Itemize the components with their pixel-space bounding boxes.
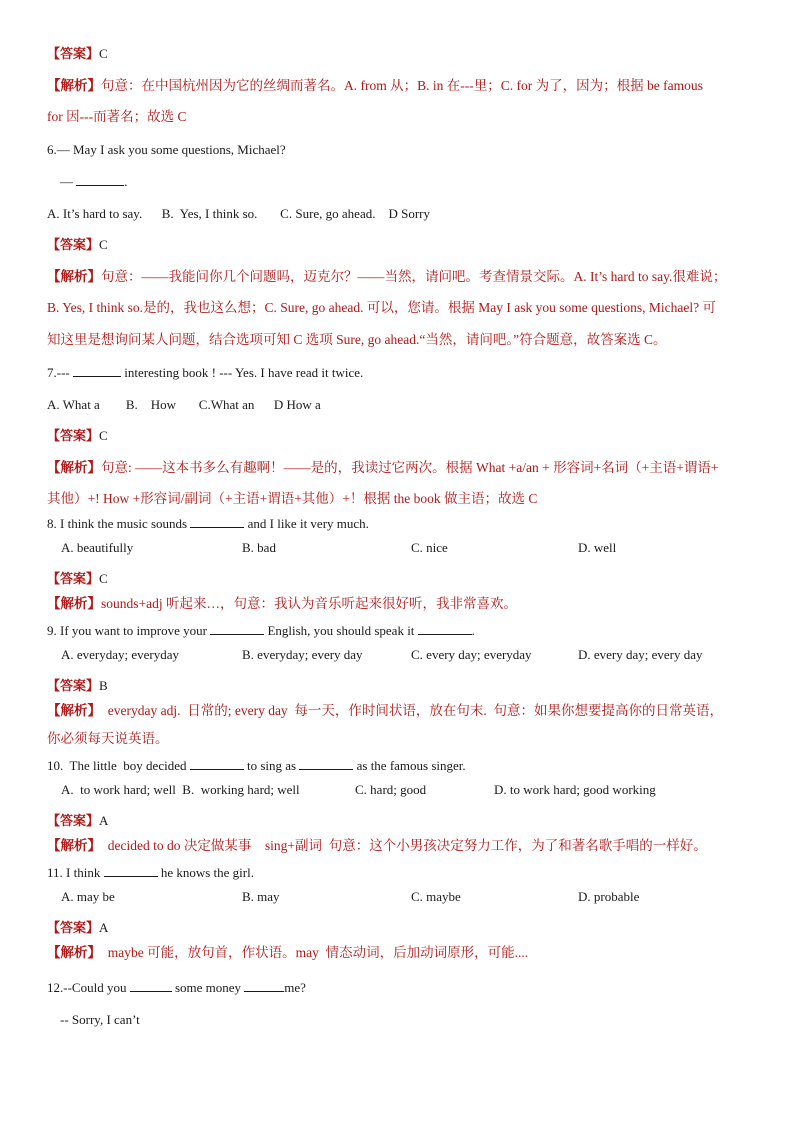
question-text: 9. If you want to improve your — [47, 623, 207, 638]
option-a-b: A. to work hard; well B. working hard; well — [61, 782, 300, 797]
analysis-text: 知这里是想询问某人问题，结合选项可知 C 选项 Sure, go ahead.“当然，请问吧。”符合题意，故答案选 C。 — [47, 332, 667, 347]
analysis-tag: 【解析】 — [47, 269, 101, 284]
reply-period: . — [124, 174, 128, 189]
answer-value: C — [99, 571, 108, 586]
analysis-tag: 【解析】 — [47, 460, 101, 475]
analysis-line — [47, 944, 528, 962]
question-8 — [47, 515, 369, 533]
option-b: B. may — [242, 889, 280, 904]
analysis-text: everyday adj. 日常的; every day 每一天，作时间状语，放在句末. 句意：如果你想要提高你的日常英语， — [101, 703, 724, 718]
option-b: B. bad — [242, 540, 276, 555]
analysis-line — [47, 702, 723, 720]
question-6: 6.— May I ask you some questions, Michael? — [47, 142, 286, 157]
question-text: 12.--Could you — [47, 980, 127, 995]
answer-tag: 【答案】 — [47, 428, 100, 443]
analysis-text: sounds+adj 听起来…，句意：我认为音乐听起来很好听，我非常喜欢。 — [101, 596, 517, 611]
analysis-tag: 【解析】 — [47, 596, 101, 611]
question-text: some money — [174, 980, 242, 995]
analysis-line — [47, 299, 716, 317]
question-text: . — [471, 623, 475, 638]
answer-line — [47, 677, 108, 695]
question-text: and I like it very much. — [247, 516, 369, 531]
question-9 — [47, 622, 475, 640]
analysis-line — [47, 595, 517, 613]
analysis-line — [47, 837, 707, 855]
analysis-text: 句意：在中国杭州因为它的丝绸而著名。A. from 从；B. in 在---里；C. for 为了，因为；根据 be famous — [101, 78, 703, 93]
answer-tag: 【答案】 — [47, 920, 100, 935]
question-number: 7.--- — [47, 365, 70, 380]
option-d: D. probable — [578, 889, 640, 904]
question-text: he knows the girl. — [160, 865, 254, 880]
answer-tag: 【答案】 — [47, 678, 100, 693]
analysis-line — [47, 459, 719, 477]
option-d: D. well — [578, 540, 617, 555]
answer-tag: 【答案】 — [47, 813, 100, 828]
analysis-line — [47, 77, 703, 95]
question-text: English, you should speak it — [267, 623, 415, 638]
question-text: interesting book ! --- Yes. I have read it twice. — [124, 365, 364, 380]
answer-line — [47, 427, 108, 445]
answer-line — [47, 45, 108, 63]
analysis-tag: 【解析】 — [47, 838, 101, 853]
question-text: as the famous singer. — [356, 758, 466, 773]
question-10 — [47, 757, 466, 775]
option-a: A. may be — [61, 889, 115, 904]
question-text: me? — [284, 980, 306, 995]
question-7-options: A. What a B. How C.What an D How a — [47, 397, 321, 412]
question-6-options: A. It’s hard to say. B. Yes, I think so. C. Sure, go ahead. D Sorry — [47, 206, 430, 221]
answer-blank — [210, 622, 264, 635]
answer-blank — [76, 173, 124, 186]
answer-blank — [418, 622, 472, 635]
answer-blank — [130, 979, 172, 992]
answer-tag: 【答案】 — [47, 46, 100, 61]
answer-value: C — [99, 46, 108, 61]
answer-line — [47, 236, 108, 254]
question-12 — [47, 979, 306, 997]
analysis-tag: 【解析】 — [47, 703, 101, 718]
question-text: 8. I think the music sounds — [47, 516, 188, 531]
answer-blank — [190, 757, 244, 770]
option-c: C. hard; good — [355, 782, 427, 797]
analysis-line — [47, 490, 537, 508]
option-c: C. maybe — [411, 889, 461, 904]
answer-line — [47, 812, 108, 830]
answer-tag: 【答案】 — [47, 237, 100, 252]
answer-blank — [244, 979, 284, 992]
answer-blank — [299, 757, 353, 770]
answer-blank — [73, 364, 121, 377]
question-12-reply: -- Sorry, I can’t — [60, 1012, 140, 1027]
answer-line — [47, 570, 108, 588]
analysis-tag: 【解析】 — [47, 945, 101, 960]
answer-blank — [190, 515, 244, 528]
question-7 — [47, 364, 363, 382]
answer-line — [47, 919, 108, 937]
answer-value: A — [99, 813, 109, 828]
analysis-line — [47, 730, 169, 748]
reply-dash: — — [60, 174, 73, 189]
question-6-reply — [60, 173, 128, 191]
analysis-text: for 因---而著名；故选 C — [47, 109, 187, 124]
question-text: to sing as — [246, 758, 297, 773]
option-d: D. every day; every day — [578, 647, 703, 662]
analysis-text: 其他）+! How +形容词/副词（+主语+谓语+其他）+！根据 the book 做主语；故选 C — [47, 491, 538, 506]
analysis-tag: 【解析】 — [47, 78, 101, 93]
option-a: A. beautifully — [61, 540, 134, 555]
answer-value: C — [99, 428, 108, 443]
answer-tag: 【答案】 — [47, 571, 100, 586]
analysis-text: 句意：——我能问你几个问题吗，迈克尔？——当然，请问吧。考查情景交际。A. It’s hard to say.很难说； — [101, 269, 727, 284]
analysis-text: B. Yes, I think so.是的，我也这么想；C. Sure, go ahead. 可以，您请。根据 May I ask you some questions, Michael? 可 — [47, 300, 716, 315]
analysis-line — [47, 268, 726, 286]
analysis-line — [47, 108, 186, 126]
option-d: D. to work hard; good working — [494, 782, 656, 797]
answer-value: C — [99, 237, 108, 252]
analysis-line — [47, 331, 666, 349]
option-c: C. nice — [411, 540, 448, 555]
analysis-text: 句意: ——这本书多么有趣啊！——是的，我读过它两次。根据 What +a/an + 形容词+名词（+主语+谓语+ — [101, 460, 719, 475]
question-11 — [47, 864, 254, 882]
analysis-text: maybe 可能，放句首，作状语。may 情态动词，后加动词原形，可能.... — [101, 945, 529, 960]
question-text: 11. I think — [47, 865, 101, 880]
answer-value: A — [99, 920, 109, 935]
option-c: C. every day; everyday — [411, 647, 532, 662]
option-a: A. everyday; everyday — [61, 647, 180, 662]
analysis-text: decided to do 决定做某事 sing+副词 句意：这个小男孩决定努力工作，为了和著名歌手唱的一样好。 — [101, 838, 707, 853]
answer-value: B — [99, 678, 108, 693]
answer-blank — [104, 864, 158, 877]
analysis-text: 你必须每天说英语。 — [47, 731, 169, 746]
question-text: 10. The little boy decided — [47, 758, 187, 773]
option-b: B. everyday; every day — [242, 647, 363, 662]
